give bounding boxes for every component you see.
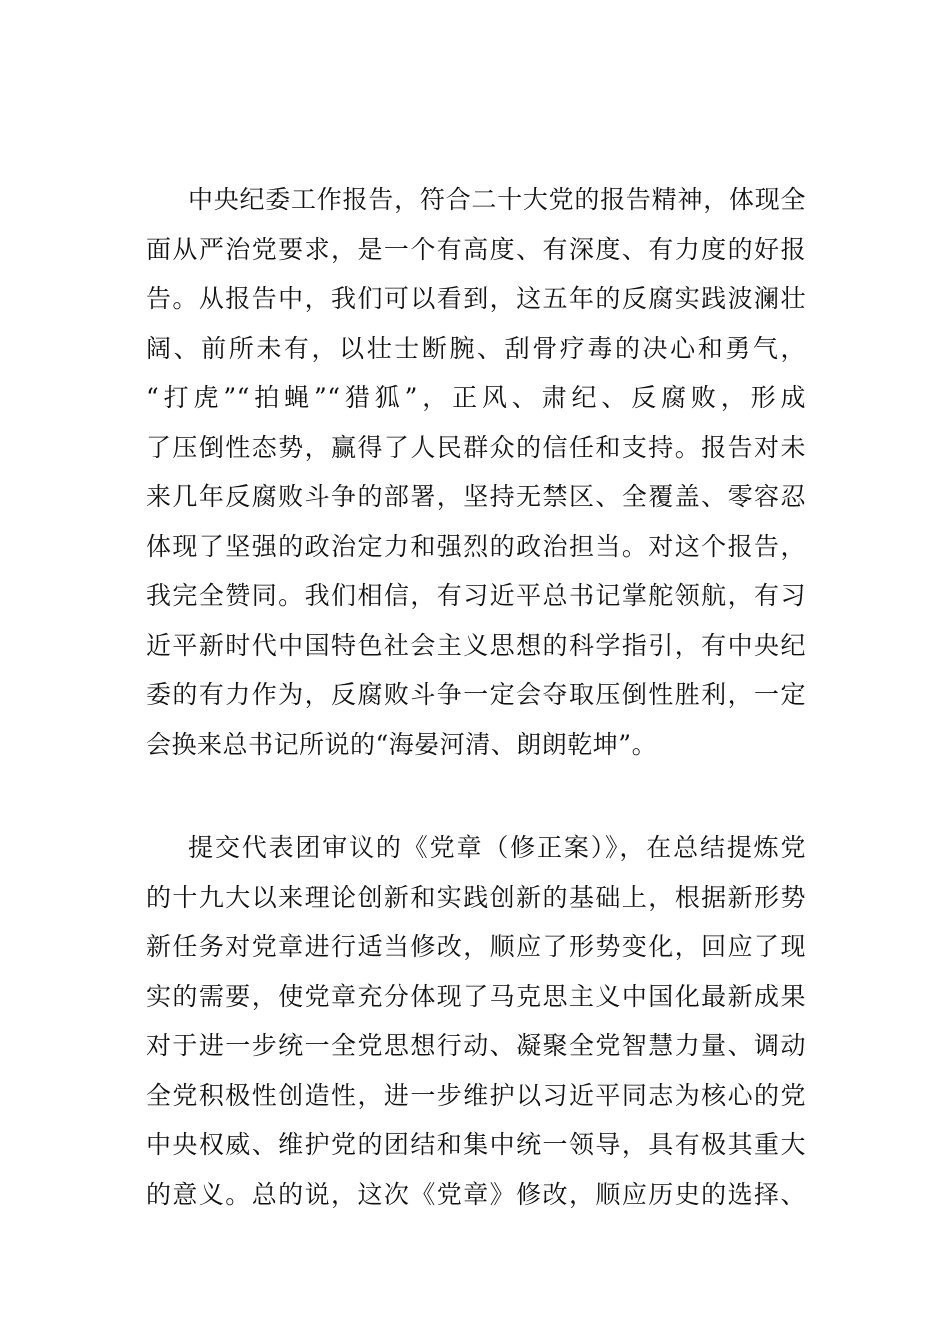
text-line: 的十九大以来理论创新和实践创新的基础上，根据新形势: [146, 882, 806, 912]
paragraph-report-review: [146, 175, 806, 769]
text-line: 新任务对党章进行适当修改，顺应了形势变化，回应了现: [146, 932, 806, 961]
text-line: 对于进一步统一全党思想行动、凝聚全党智慧力量、调动: [146, 1031, 806, 1060]
text-line: 中央权威、维护党的团结和集中统一领导，具有极其重大: [146, 1130, 806, 1159]
text-line: 体现了坚强的政治定力和强烈的政治担当。对这个报告，: [146, 531, 806, 561]
text-line: 来几年反腐败斗争的部署，坚持无禁区、全覆盖、零容忍: [146, 482, 806, 511]
text-line: 告。从报告中，我们可以看到，这五年的反腐实践波澜壮: [146, 284, 806, 313]
text-line: 会换来总书记所说的“海晏河清、朗朗乾坤”。: [146, 729, 658, 759]
text-line: 阔、前所未有，以壮士断腕、刮骨疗毒的决心和勇气，: [146, 333, 806, 363]
paragraph-party-constitution: [146, 823, 806, 1219]
text-line: 实的需要，使党章充分体现了马克思主义中国化最新成果: [146, 981, 806, 1011]
text-line: 委的有力作为，反腐败斗争一定会夺取压倒性胜利，一定: [146, 680, 806, 709]
text-line: “打虎”“拍蝇”“猎狐”，正风、肃纪、反腐败，形成: [146, 383, 806, 412]
text-line: 提交代表团审议的《党章（修正案）》，在总结提炼党: [188, 833, 806, 862]
text-line: 的意义。总的说，这次《党章》修改，顺应历史的选择、: [146, 1179, 806, 1209]
text-line: 中央纪委工作报告，符合二十大党的报告精神，体现全: [188, 185, 806, 214]
text-line: 我完全赞同。我们相信，有习近平总书记掌舵领航，有习: [146, 581, 806, 610]
text-line: 全党积极性创造性，进一步维护以习近平同志为核心的党: [146, 1080, 806, 1110]
text-line: 了压倒性态势，赢得了人民群众的信任和支持。报告对未: [146, 432, 806, 462]
text-line: 面从严治党要求，是一个有高度、有深度、有力度的好报: [146, 234, 806, 264]
text-line: 近平新时代中国特色社会主义思想的科学指引，有中央纪: [146, 630, 806, 660]
